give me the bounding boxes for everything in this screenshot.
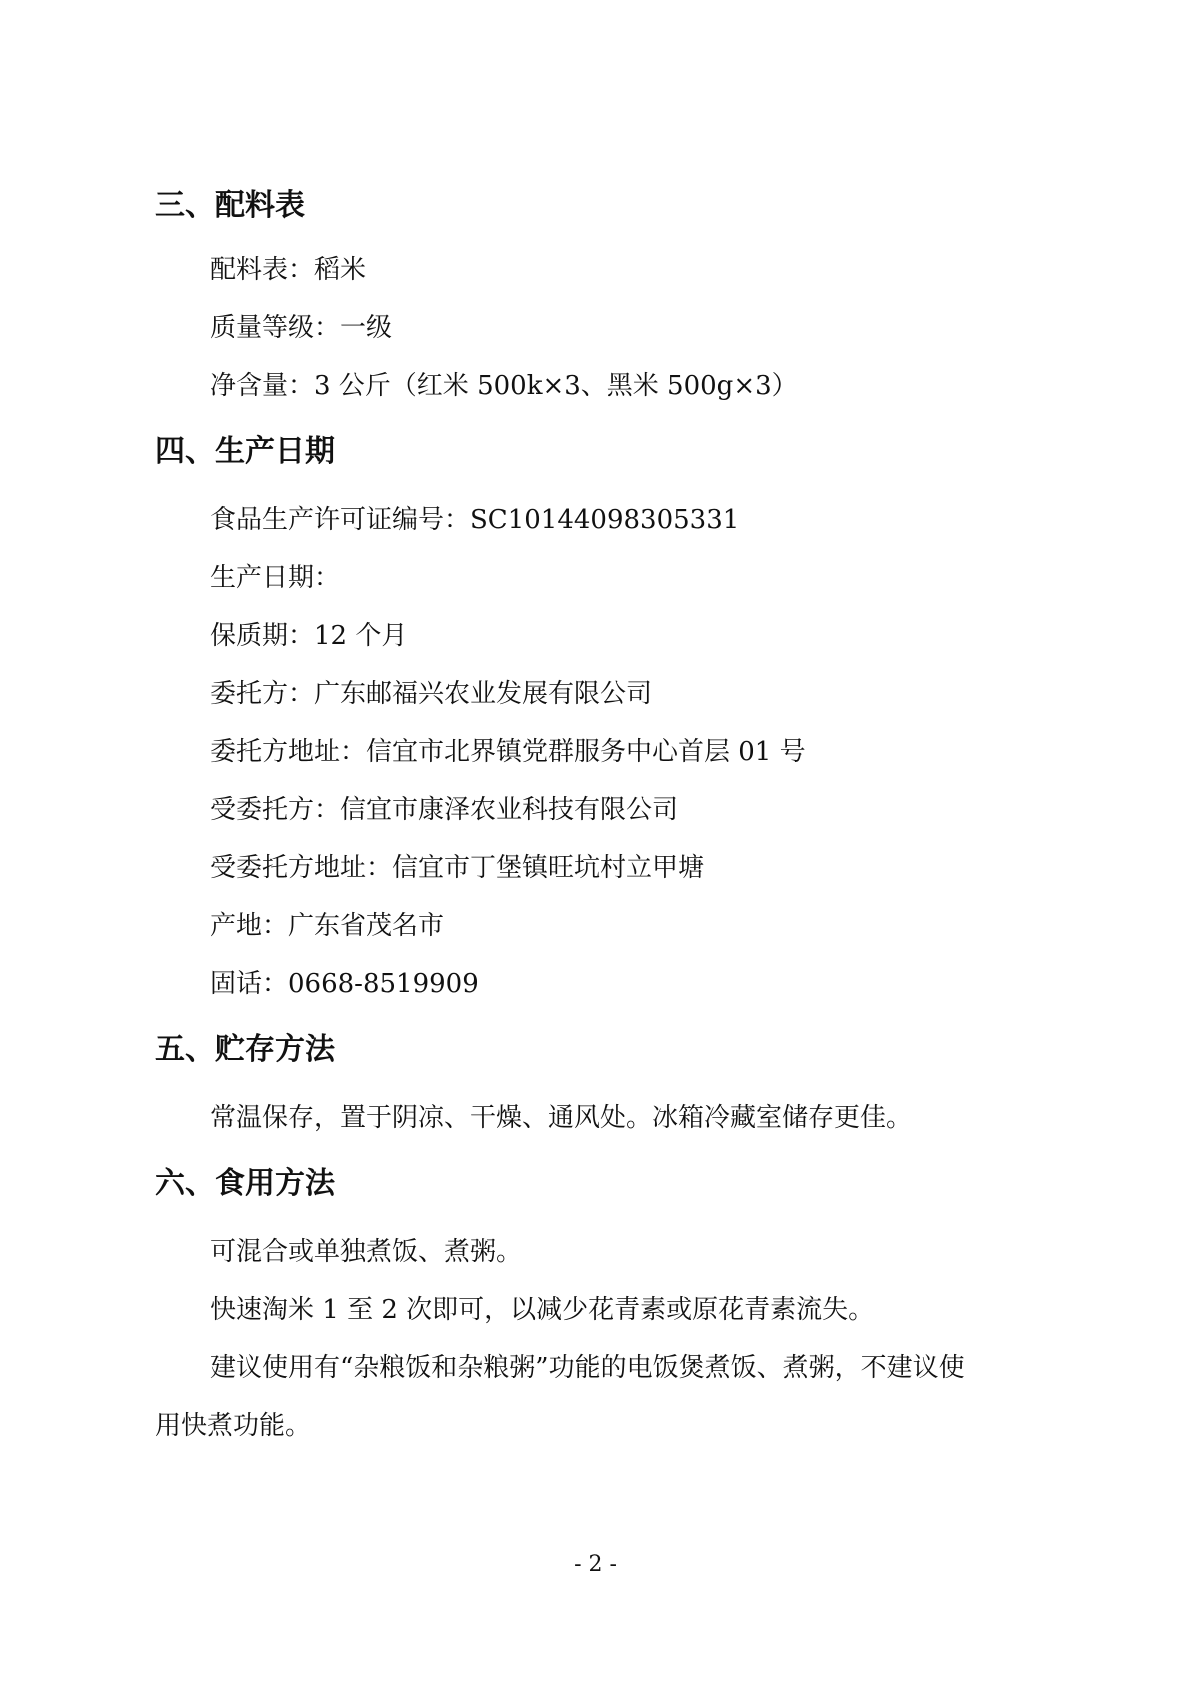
phone-line: 固话：0668-8519909	[210, 969, 479, 999]
section-heading-production: 四、生产日期	[155, 434, 335, 469]
section-heading-usage: 六、食用方法	[155, 1166, 335, 1201]
section-heading-ingredients: 三、配料表	[155, 188, 305, 223]
contractor-address-line: 受委托方地址：信宜市丁堡镇旺坑村立甲塘	[210, 853, 705, 883]
net-content-line: 净含量：3 公斤（红米 500k×3、黑米 500g×3）	[210, 371, 798, 401]
usage-line: 建议使用有“杂粮饭和杂粮粥”功能的电饭煲煮饭、煮粥，不建议使	[210, 1353, 965, 1383]
usage-line-continuation: 用快煮功能。	[155, 1411, 312, 1441]
client-line: 委托方：广东邮福兴农业发展有限公司	[210, 679, 653, 709]
storage-line: 常温保存，置于阴凉、干燥、通风处。冰箱冷藏室储存更佳。	[210, 1103, 913, 1133]
production-date-line: 生产日期：	[210, 563, 341, 593]
page-number: - 2 -	[574, 1552, 617, 1577]
license-number-line: 食品生产许可证编号：SC10144098305331	[210, 505, 740, 535]
section-heading-storage: 五、贮存方法	[155, 1032, 335, 1067]
contractor-line: 受委托方：信宜市康泽农业科技有限公司	[210, 795, 679, 825]
origin-line: 产地：广东省茂名市	[210, 911, 445, 941]
usage-line: 可混合或单独煮饭、煮粥。	[210, 1237, 523, 1267]
client-address-line: 委托方地址：信宜市北界镇党群服务中心首层 01 号	[210, 737, 806, 767]
shelf-life-line: 保质期：12 个月	[210, 621, 408, 651]
quality-grade-line: 质量等级：一级	[210, 313, 393, 343]
usage-line: 快速淘米 1 至 2 次即可，以减少花青素或原花青素流失。	[210, 1295, 875, 1325]
ingredients-line: 配料表：稻米	[210, 255, 367, 285]
